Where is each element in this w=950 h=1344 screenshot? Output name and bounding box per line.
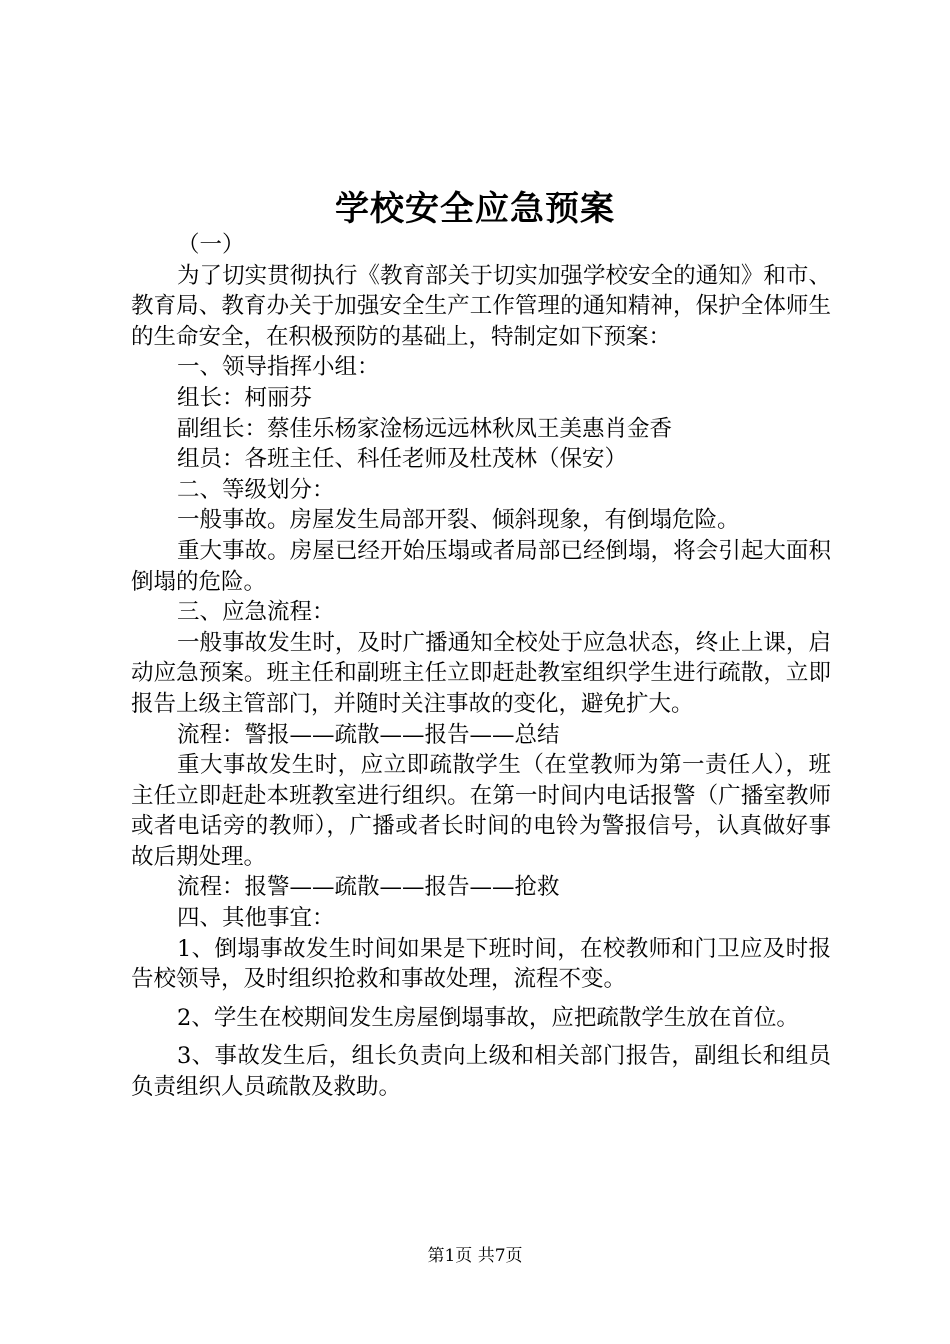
- flow-major: 流程：报警——疏散——报告——抢救: [177, 874, 560, 901]
- section-heading-other: 四、其他事宜：: [177, 905, 335, 932]
- other-item-1: 1、倒塌事故发生时间如果是下班时间，在校教师和门卫应及时报告校领导，及时组织抢救和事故处理，流程不变。: [131, 935, 831, 993]
- members-line: 组员：各班主任、科任老师及杜茂林（保安）: [177, 446, 628, 473]
- level-general: 一般事故。房屋发生局部开裂、倾斜现象，有倒塌危险。: [177, 507, 740, 534]
- document-body: [131, 230, 831, 1103]
- flow-general: 流程：警报——疏散——报告——总结: [177, 721, 560, 748]
- page-number: 第1页 共7页: [427, 1246, 523, 1266]
- other-item-2: 2、学生在校期间发生房屋倒塌事故，应把疏散学生放在首位。: [177, 1004, 799, 1031]
- level-major: 重大事故。房屋已经开始压塌或者局部已经倒塌，将会引起大面积倒塌的危险。: [131, 537, 831, 595]
- intro-paragraph: 为了切实贯彻执行《教育部关于切实加强学校安全的通知》和市、教育局、教育办关于加强安全生产工作管理的通知精神，保护全体师生的生命安全，在积极预防的基础上，特制定如下预案：: [131, 262, 831, 350]
- section-marker: （一）: [177, 232, 245, 258]
- leader-line: 组长：柯丽芬: [177, 384, 313, 411]
- section-heading-procedure: 三、应急流程：: [177, 599, 335, 626]
- document-title: 学校安全应急预案: [335, 189, 615, 229]
- section-heading-leadership: 一、领导指挥小组：: [177, 354, 380, 381]
- section-heading-levels: 二、等级划分：: [177, 476, 335, 503]
- procedure-general: 一般事故发生时，及时广播通知全校处于应急状态，终止上课，启动应急预案。班主任和副班主任立即赶赴教室组织学生进行疏散，立即报告上级主管部门，并随时关注事故的变化，避免扩大。: [131, 629, 831, 717]
- procedure-major: 重大事故发生时，应立即疏散学生（在堂教师为第一责任人），班主任立即赶赴本班教室进行组织。在第一时间内电话报警（广播室教师或者电话旁的教师），广播或者长时间的电铃为警报信号，认真做好事故后期处理。: [131, 752, 831, 870]
- deputy-leader-line: 副组长：蔡佳乐杨家淦杨远远林秋凤王美惠肖金香: [177, 415, 673, 442]
- other-item-3: 3、事故发生后，组长负责向上级和相关部门报告，副组长和组员负责组织人员疏散及救助。: [131, 1043, 831, 1101]
